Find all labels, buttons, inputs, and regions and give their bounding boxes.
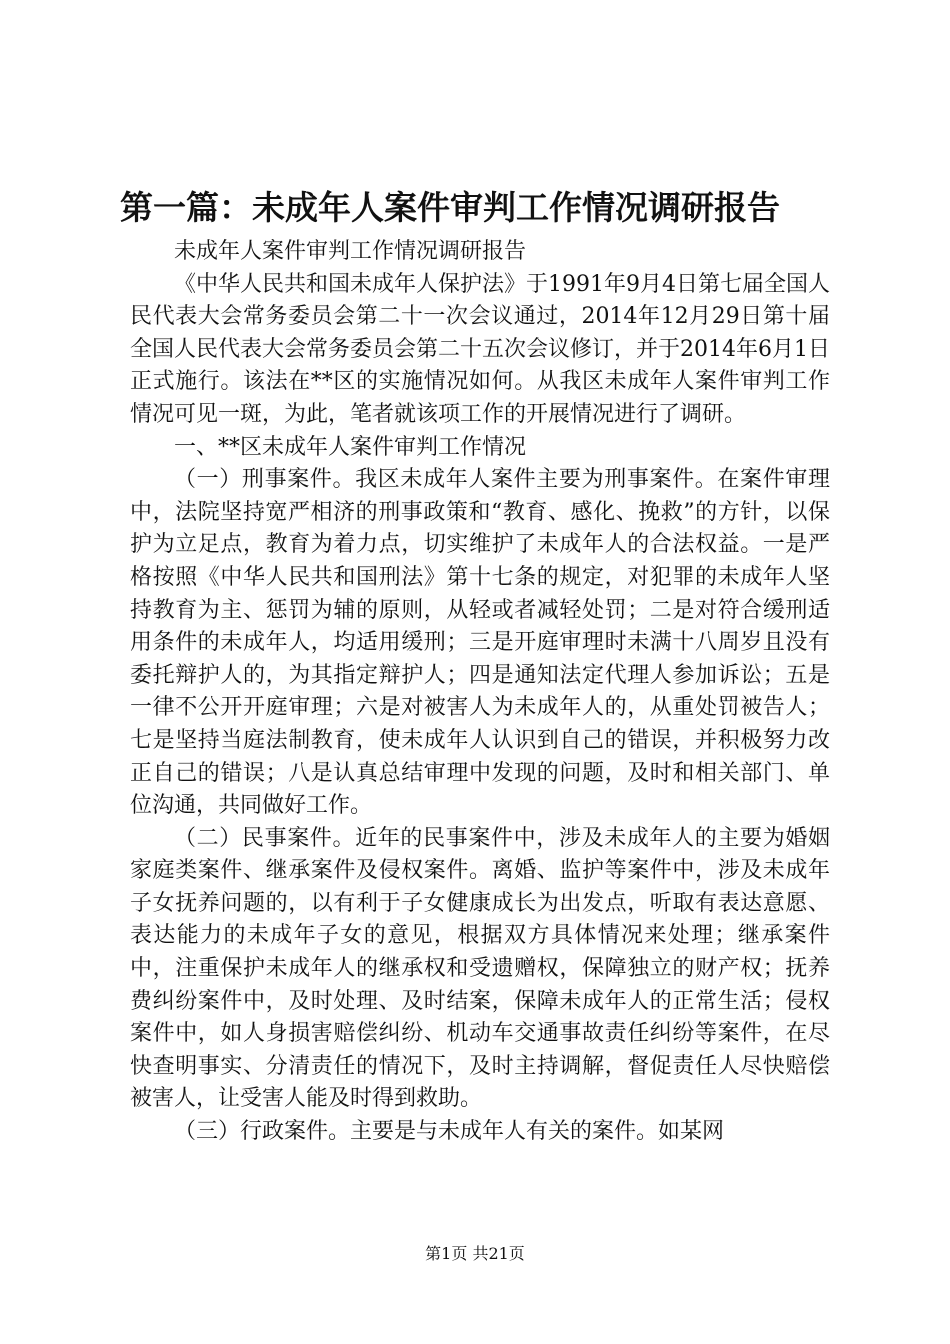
section-heading: 一、**区未成年人案件审判工作情况 <box>174 434 527 460</box>
civil-cases-paragraph: （二）民事案件。近年的民事案件中，涉及未成年人的主要为婚姻家庭类案件、继承案件及侵权案件。离婚、监护等案件中，涉及未成年子女抚养问题的，以有利于子女健康成长为出发点，听取有表达意愿、表达能力的未成年子女的意见，根据双方具体情况来处理；继承案件中，注重保护未成年人的继承权和受遗赠权，保障独立的财产权；抚养费纠纷案件中，及时处理、及时结案，保障未成年人的正常生活；侵权案件中，如人身损害赔偿纠纷、机动车交通事故责任纠纷等案件，在尽快查明事实、分清责任的情况下，及时主持调解，督促责任人尽快赔偿被害人，让受害人能及时得到救助。 <box>130 825 830 1112</box>
page-number-footer: 第1页 共21页 <box>425 1244 525 1263</box>
document-title: 第一篇：未成年人案件审判工作情况调研报告 <box>120 188 780 227</box>
intro-paragraph: 《中华人民共和国未成年人保护法》于1991年9月4日第七届全国人民代表大会常务委员会第二十一次会议通过，2014年12月29日第十届全国人民代表大会常务委员会第二十五次会议修订，并于2014年6月1日正式施行。该法在**区的实施情况如何。从我区未成年人案件审判工作情况可见一斑，为此，笔者就该项工作的开展情况进行了调研。 <box>130 271 830 427</box>
document-body <box>130 236 830 1149</box>
administrative-cases-paragraph: （三）行政案件。主要是与未成年人有关的案件。如某网 <box>174 1119 725 1145</box>
criminal-cases-paragraph: （一）刑事案件。我区未成年人案件主要为刑事案件。在案件审理中，法院坚持宽严相济的刑事政策和“教育、感化、挽救”的方针，以保护为立足点，教育为着力点，切实维护了未成年人的合法权益。一是严格按照《中华人民共和国刑法》第十七条的规定，对犯罪的未成年人坚持教育为主、惩罚为辅的原则，从轻或者减轻处罚；二是对符合缓刑适用条件的未成年人，均适用缓刑；三是开庭审理时未满十八周岁且没有委托辩护人的，为其指定辩护人；四是通知法定代理人参加诉讼；五是一律不公开开庭审理；六是对被害人为未成年人的，从重处罚被告人；七是坚持当庭法制教育，使未成年人认识到自己的错误，并积极努力改正自己的错误；八是认真总结审理中发现的问题，及时和相关部门、单位沟通，共同做好工作。 <box>130 467 830 819</box>
subtitle-paragraph: 未成年人案件审判工作情况调研报告 <box>174 239 527 264</box>
